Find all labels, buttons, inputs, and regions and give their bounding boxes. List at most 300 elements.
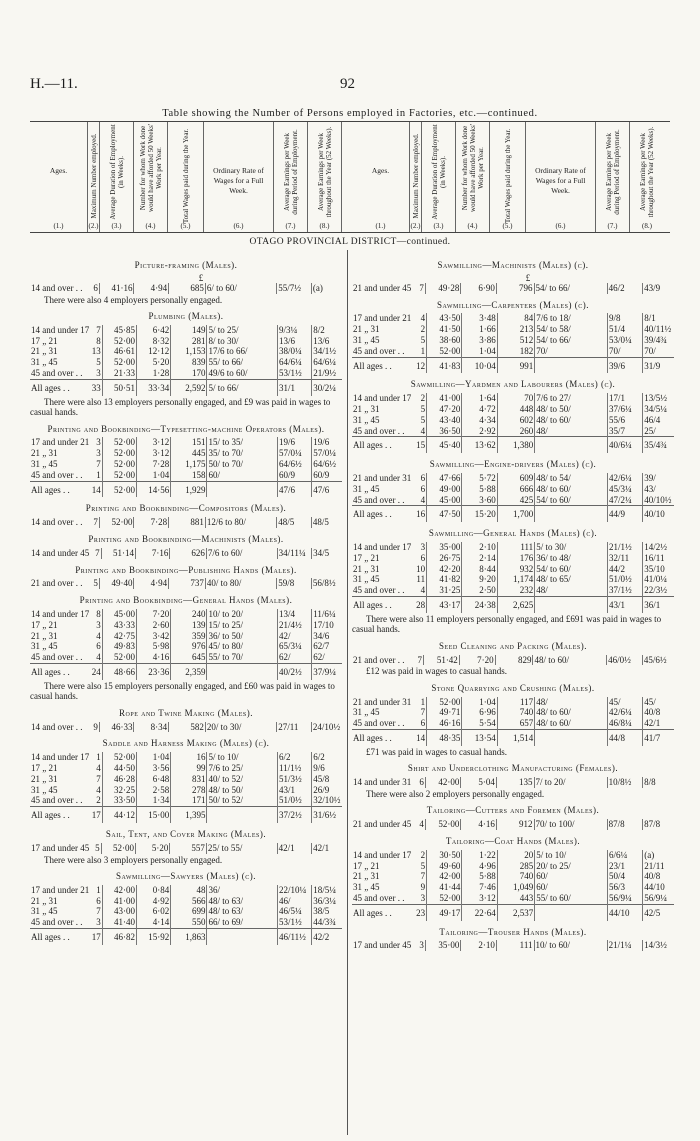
cell: 21 and over . . <box>353 654 405 665</box>
cell: 6/2 <box>313 752 325 763</box>
total-row <box>352 357 674 373</box>
cell <box>535 596 608 612</box>
cell: 48/ to 60/ <box>535 415 608 426</box>
cell: 60/9 <box>277 470 311 481</box>
cell: 50/ to 70/ <box>207 459 278 470</box>
cell: 976 <box>171 641 207 652</box>
header-label: Average Earnings per Week during Period of Employment. <box>604 129 621 215</box>
table-row <box>30 517 342 528</box>
cell: 17 „ 21 <box>31 763 58 773</box>
cell: All ages . . <box>353 440 392 451</box>
cell <box>207 481 278 497</box>
cell: 111 <box>496 940 534 951</box>
table-row <box>352 335 674 346</box>
table-row <box>352 893 674 904</box>
table-row <box>30 652 342 663</box>
cell: 52·00 <box>102 459 136 470</box>
cell: 512 <box>497 335 534 346</box>
table-row <box>352 850 674 861</box>
cell: 5/ to 30/ <box>535 542 608 553</box>
cell: 45·40 <box>427 437 462 453</box>
cell: 260 <box>497 426 534 437</box>
cell: 52·00 <box>102 752 136 763</box>
cell: 14 <box>415 730 427 746</box>
header-col-number: (5.) <box>180 222 191 230</box>
cell: 33 <box>91 379 103 395</box>
cell: 31 „ 45 <box>353 334 380 345</box>
cell: 45/8 <box>313 773 330 784</box>
cell: 14/3½ <box>644 940 667 951</box>
cell: 17 „ 21 <box>31 619 58 630</box>
header-col-number: (3.) <box>433 222 444 230</box>
cell: 740 <box>497 707 534 718</box>
cell: All ages . . <box>31 932 70 943</box>
cell: (a) <box>312 282 323 293</box>
section-note: £12 was paid in wages to casual hands. <box>366 666 507 677</box>
cell: 48/ to 63/ <box>207 906 278 917</box>
cell: 1·28 <box>137 368 171 379</box>
cell: 41·00 <box>102 896 136 907</box>
cell: 14 and over . . <box>31 721 83 732</box>
header-label: Number for whom Work done would have afforded 50 Weeks' Work per Year. <box>460 124 485 212</box>
cell: 158 <box>171 470 207 481</box>
cell: 645 <box>171 652 207 663</box>
cell: 16 <box>171 752 207 763</box>
cell: 31 „ 45 <box>31 784 58 795</box>
section-title: Picture-framing (Males). <box>134 260 238 270</box>
page-header <box>30 76 664 98</box>
cell: 35/ to 70/ <box>207 448 278 459</box>
section-title: Sawmilling—Sawyers (Males) (c). <box>116 871 256 882</box>
cell: 48/ to 65/ <box>535 574 608 585</box>
cell: 52·00 <box>101 843 135 854</box>
cell: 1,863 <box>171 929 207 945</box>
cell: 1 <box>91 885 103 896</box>
cell: 1·22 <box>462 850 497 861</box>
cell: 17 „ 21 <box>353 552 380 563</box>
cell: 5 <box>91 843 101 854</box>
cell: 62/ <box>313 652 325 663</box>
cell: 44/10 <box>644 882 665 893</box>
cell: 40/8 <box>644 871 661 882</box>
cell: 4·16 <box>461 819 497 830</box>
cell: 42/1 <box>644 718 661 729</box>
cell: 4·92 <box>137 896 171 907</box>
cell: 8·44 <box>462 564 497 575</box>
header-label: Ordinary Rate of Wages for a Full Week. <box>535 166 586 195</box>
cell: 796 <box>496 283 534 294</box>
cell: 40/11½ <box>644 324 672 335</box>
cell: 443 <box>497 893 534 904</box>
cell: 46/8¼ <box>607 718 642 729</box>
cell: 87/8 <box>644 819 661 830</box>
cell: 26·75 <box>427 553 462 564</box>
cell: 52·00 <box>102 470 136 481</box>
cell: 41·82 <box>427 574 462 585</box>
cell: 70/ to 100/ <box>534 819 607 830</box>
cell: 149 <box>171 325 207 336</box>
cell: 47/2¼ <box>607 495 642 506</box>
cell: 6 <box>91 896 103 907</box>
cell: 1,380 <box>497 437 534 453</box>
cell: 46/11½ <box>277 929 311 945</box>
cell: 31 „ 45 <box>31 357 58 368</box>
cell: 14 and under 45 <box>31 547 90 558</box>
cell: 41/7 <box>644 733 661 743</box>
cell: All ages . . <box>31 667 70 678</box>
table-row <box>30 896 342 907</box>
cell: 3 <box>91 368 103 379</box>
cell: 21/9½ <box>313 368 336 379</box>
cell: 10·04 <box>462 357 497 373</box>
cell: 4 <box>415 819 425 830</box>
cell: 3 <box>91 448 103 459</box>
cell: 14 <box>91 481 103 497</box>
cell: 34/6 <box>313 630 330 641</box>
cell: 44/8 <box>607 730 642 746</box>
cell: 37/9¼ <box>313 667 336 678</box>
cell: 6 <box>415 718 427 729</box>
cell: 49/6 to 60/ <box>207 368 278 379</box>
cell: 45/3¼ <box>607 484 642 495</box>
table-row <box>352 324 674 335</box>
cell: 151 <box>171 437 207 448</box>
section-table <box>352 697 674 746</box>
table-row <box>352 861 674 872</box>
cell: 41·40 <box>102 917 136 928</box>
table-row <box>352 574 674 585</box>
table-row <box>30 325 342 336</box>
section-table <box>352 283 674 294</box>
cell: 6 <box>415 473 427 484</box>
cell: 15/ to 25/ <box>207 620 278 631</box>
cell: 42·00 <box>427 871 462 882</box>
header-col-c5-R <box>490 122 526 232</box>
cell: 14·56 <box>137 481 171 497</box>
cell: 45/ to 80/ <box>207 641 278 652</box>
cell: 3·12 <box>462 893 497 904</box>
cell: 6 <box>415 777 425 788</box>
cell: 1 <box>415 697 427 708</box>
cell: 3·60 <box>462 495 497 506</box>
cell: 62/7 <box>313 641 330 652</box>
header-col-c6-L <box>204 122 274 232</box>
cell: 17 „ 21 <box>31 335 58 346</box>
table-row <box>30 548 342 559</box>
table-row <box>352 346 674 357</box>
cell: 9 <box>89 722 99 733</box>
table-row <box>30 885 342 896</box>
cell: 15·92 <box>137 929 171 945</box>
cell: 831 <box>171 774 207 785</box>
cell: 21 „ 31 <box>31 346 58 357</box>
table-title: Table showing the Number of Persons employed in Factories, etc.—continued. <box>162 108 538 119</box>
table-row <box>30 763 342 774</box>
cell: 64/6¼ <box>313 357 336 368</box>
cell: 737 <box>169 578 206 589</box>
cell: 44·50 <box>102 763 136 774</box>
cell: 31/1 <box>277 379 311 395</box>
table-row <box>352 940 674 951</box>
cell: 45·00 <box>102 609 136 620</box>
cell: 9/8 <box>607 313 642 324</box>
cell: 582 <box>169 722 206 733</box>
cell: 3·12 <box>137 448 171 459</box>
cell: 45/ <box>644 696 656 707</box>
cell: 36/ <box>207 885 278 896</box>
cell: 7·20 <box>459 655 495 666</box>
cell: 1·04 <box>462 697 497 708</box>
section-note: There were also 3 employers personally engaged. <box>44 854 223 865</box>
cell: 5·88 <box>462 871 497 882</box>
cell: 111 <box>497 542 534 553</box>
cell: 44/2 <box>607 564 642 575</box>
cell <box>535 437 608 453</box>
table-row <box>30 785 342 796</box>
header-col-c4-R <box>456 122 490 232</box>
cell: 16/11 <box>644 552 665 563</box>
cell: 55/6 <box>607 415 642 426</box>
cell: 54/ to 60/ <box>535 495 608 506</box>
cell: 7 <box>89 517 99 528</box>
section-note: There were also 15 employers personally engaged, and £60 was paid in wages to casual hands. <box>30 680 335 702</box>
cell: 64/6½ <box>277 459 311 470</box>
cell: 7 <box>415 283 425 294</box>
header-col-c3-L <box>100 122 134 232</box>
cell: 48/ to 60/ <box>535 718 608 729</box>
section-table <box>30 437 342 497</box>
cell: 685 <box>169 283 206 294</box>
header-col-number: (3.) <box>111 222 122 230</box>
cell: 42/1 <box>313 842 330 853</box>
table-row <box>352 871 674 882</box>
cell: 8 <box>91 336 103 347</box>
table-row <box>352 718 674 729</box>
cell: 31 „ 45 <box>353 707 380 718</box>
section-table <box>30 517 342 528</box>
section-table <box>352 819 674 830</box>
cell: 12/6 to 80/ <box>205 517 276 528</box>
cell: 45 and over . . <box>31 917 83 928</box>
cell: 829 <box>495 655 533 666</box>
table-row <box>30 917 342 928</box>
cell: 20/ to 25/ <box>535 861 608 872</box>
section-title: Sawmilling—Carpenters (Males) (c). <box>437 299 589 310</box>
cell: 232 <box>497 585 534 596</box>
cell: 55/7½ <box>277 283 312 294</box>
cell: 42/2 <box>313 932 330 943</box>
cell: 21·33 <box>102 368 136 379</box>
table-row <box>30 470 342 481</box>
cell: 33·34 <box>137 379 171 395</box>
cell: 55/ to 60/ <box>535 893 608 904</box>
cell: 448 <box>497 404 534 415</box>
table-row <box>352 484 674 495</box>
total-row <box>30 664 342 680</box>
cell: 5/ to 25/ <box>207 325 278 336</box>
cell: 45·85 <box>102 325 136 336</box>
cell: 32·25 <box>102 785 136 796</box>
table-row <box>30 578 342 589</box>
cell: 14 and under 17 <box>353 393 412 404</box>
cell: 14 and under 17 <box>353 541 412 552</box>
total-row <box>30 481 342 497</box>
cell: All ages . . <box>353 509 392 520</box>
cell: 5/ to 66/ <box>207 379 278 395</box>
cell: 21 and under 45 <box>353 819 412 830</box>
cell: 13/6 <box>277 336 311 347</box>
cell: 41·16 <box>99 283 134 294</box>
cell: 8/2 <box>313 324 325 335</box>
section-table <box>352 940 674 951</box>
cell: 36/1 <box>644 599 661 610</box>
cell: 24·38 <box>462 596 497 612</box>
section-title: Printing and Bookbinding—Compositors (Males). <box>85 503 287 514</box>
cell: 45 and over . . <box>353 494 405 505</box>
cell: 4 <box>415 313 427 324</box>
cell: 3 <box>415 940 425 951</box>
cell: 425 <box>497 495 534 506</box>
section-table <box>30 548 342 559</box>
header-label: Average Earnings per Week throughout the Year (52 Weeks). <box>316 126 333 218</box>
cell: 7/6 to 25/ <box>207 763 278 774</box>
cell: 52·00 <box>427 346 462 357</box>
cell: 44/3¾ <box>313 917 336 928</box>
cell: 7·46 <box>462 882 497 893</box>
cell: 7/6 to 18/ <box>535 313 608 324</box>
cell: 31 „ 45 <box>31 641 58 652</box>
cell: 9 <box>415 882 427 893</box>
cell: 0·84 <box>137 885 171 896</box>
cell: 56/9¼ <box>607 893 642 904</box>
cell <box>207 807 278 823</box>
cell: 54/ to 66/ <box>535 335 608 346</box>
cell: 7 <box>415 707 427 718</box>
total-row <box>352 730 674 746</box>
cell: 25/ <box>644 425 656 436</box>
cell: 991 <box>497 357 534 373</box>
cell: 41·00 <box>427 393 462 404</box>
cell: 11/6¼ <box>313 609 336 620</box>
cell: 11 <box>416 574 426 585</box>
cell: 51·14 <box>101 548 135 559</box>
cell: 4 <box>415 426 427 437</box>
cell: 70/ <box>644 345 656 356</box>
cell: 4·94 <box>134 578 169 589</box>
cell: 13/5½ <box>644 393 668 404</box>
cell: 31/9 <box>644 360 661 371</box>
cell: 46·28 <box>102 774 136 785</box>
cell: 21 „ 31 <box>31 895 58 906</box>
cell: (a) <box>644 849 655 860</box>
cell: 51·42 <box>424 655 460 666</box>
cell: 17 and under 21 <box>31 884 90 895</box>
header-col-c2-L <box>88 122 100 232</box>
cell: 7·28 <box>137 459 171 470</box>
cell: 7/6 to 60/ <box>206 548 277 559</box>
cell: 54/ to 58/ <box>535 324 608 335</box>
cell: 13·62 <box>462 437 497 453</box>
cell: 48/ <box>535 426 608 437</box>
cell: 3·12 <box>137 437 171 448</box>
cell: 21/4½ <box>277 620 311 631</box>
cell: 35/7 <box>607 426 642 437</box>
header-col-c7-L <box>274 122 308 232</box>
cell: 3 <box>415 542 427 553</box>
table-row <box>352 495 674 506</box>
cell: 839 <box>171 357 207 368</box>
cell: 278 <box>171 785 207 796</box>
cell: 60/ <box>535 882 608 893</box>
total-row <box>30 929 342 945</box>
cell: 42·00 <box>102 885 136 896</box>
cell: 4 <box>415 585 427 596</box>
header-label: Ordinary Rate of Wages for a Full Week. <box>213 166 264 195</box>
header-label: Average Duration of Employment (in Weeks). <box>430 124 447 220</box>
cell: 66/ to 69/ <box>207 917 278 928</box>
header-label: Total Wages paid during the Year. <box>181 128 190 224</box>
section-note: £71 was paid in wages to casual hands. <box>366 746 507 757</box>
cell: 17 and under 21 <box>353 313 412 324</box>
cell: 48/ to 50/ <box>535 404 608 415</box>
cell: 52·00 <box>102 336 136 347</box>
cell: 42·00 <box>425 777 461 788</box>
cell: 3·42 <box>137 631 171 642</box>
cell: 10/ to 20/ <box>207 609 278 620</box>
section-title: Tailoring—Coat Hands (Males). <box>445 835 581 846</box>
total-row <box>352 437 674 453</box>
cell: 7/ to 20/ <box>534 777 607 788</box>
section-title: Printing and Bookbinding—Publishing Hands (Males). <box>75 564 297 575</box>
cell: 14 and under 17 <box>31 609 90 620</box>
cell: 740 <box>497 871 534 882</box>
cell: 657 <box>497 718 534 729</box>
cell: 10/ to 60/ <box>534 940 607 951</box>
cell: 285 <box>497 861 534 872</box>
cell: 55/ to 66/ <box>207 357 278 368</box>
cell: 35·00 <box>427 542 462 553</box>
section-title: Saddle and Harness Making (Males) (c). <box>102 738 270 749</box>
cell: 7 <box>415 871 427 882</box>
cell: 5 <box>415 404 427 415</box>
cell: 51/0½ <box>277 795 311 806</box>
pound-sign: £ <box>525 272 531 283</box>
cell: 48/ to 60/ <box>535 707 608 718</box>
cell: 8·32 <box>137 336 171 347</box>
cell: 35/10 <box>644 563 665 574</box>
cell: 49·71 <box>427 707 462 718</box>
cell: 23/1 <box>607 861 642 872</box>
cell: 35·00 <box>425 940 461 951</box>
cell: 45 and over . . <box>353 425 405 436</box>
section-note: There were also 2 employers personally engaged. <box>366 788 545 799</box>
cell: 31 „ 45 <box>353 574 380 585</box>
cell: 21 and under 31 <box>353 696 412 707</box>
cell: 42·20 <box>427 564 462 575</box>
cell: 50/ to 52/ <box>207 795 278 806</box>
cell: 40/ to 80/ <box>205 578 276 589</box>
cell: 1,700 <box>497 506 534 522</box>
cell: 19/6 <box>277 437 311 448</box>
cell: 46/4 <box>644 414 661 425</box>
cell: 42/6¼ <box>607 473 642 484</box>
table-row <box>30 448 342 459</box>
cell: 21/11 <box>644 860 665 871</box>
cell: 1·04 <box>137 470 171 481</box>
cell: 13/4 <box>277 609 311 620</box>
cell <box>535 730 608 746</box>
table-row <box>352 404 674 415</box>
